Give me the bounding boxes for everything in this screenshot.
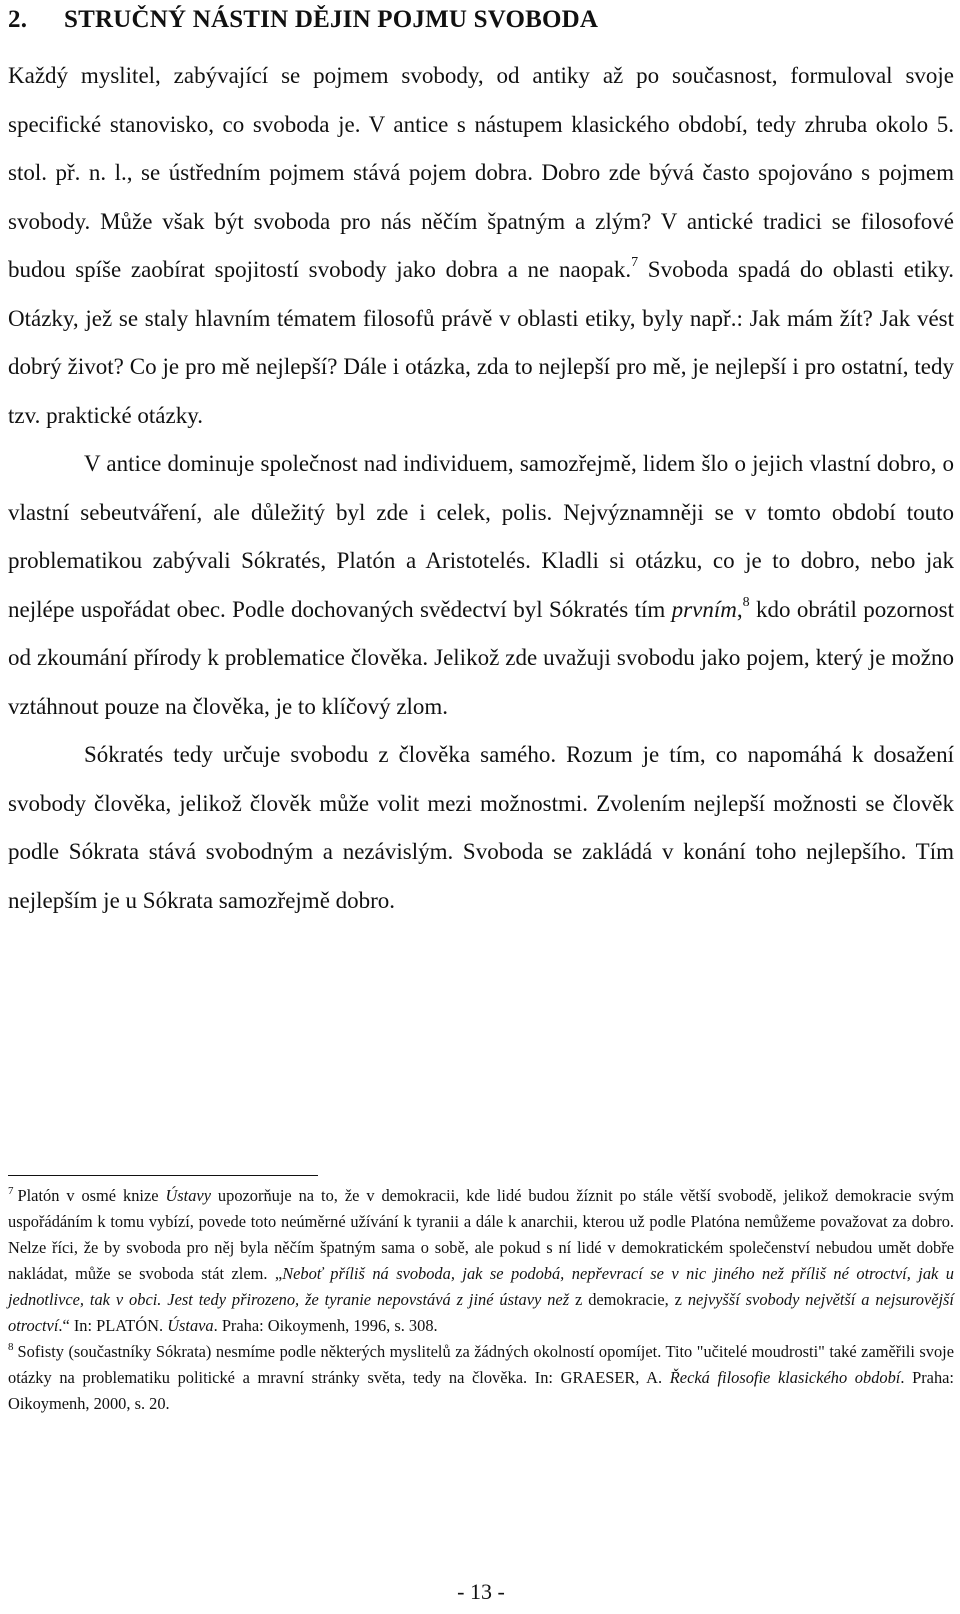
footnote-7-italic-1: Ústavy [165, 1186, 211, 1205]
paragraph-2-comma: , [736, 596, 743, 622]
footnote-7-text-2: upozorňuje na to, že v demokracii, kde lidé budou žíznit po stále větší svobodě, jelikož demokracie svým uspořádáním k tomu vybízí, povede toto neúměrné užívání k tyranii a dále k anarchii, kterou už podle Platóna nemůžeme považovat za dobro. Nelze říci, že by svoboda pro něj byla něčím špatným sama o sobě, ale pokud s ní lidé v demokratickém společenství nebudou umět dobře nakládat, může se svoboda stát zlem. „ [8, 1186, 954, 1283]
footnote-7-italic-4: Ústava [167, 1316, 214, 1335]
chapter-heading [8, 4, 598, 36]
paragraph-2-text-a: V antice dominuje společnost nad individuem, samozřejmě, lidem šlo o jejich vlastní dobro, o vlastní sebeutváření, ale důležitý byl zde i celek, polis. Nejvýznamněji se v tomto období touto problematikou zabývali Sókratés, Platón a Aristotelés. Kladli si otázku, co je to dobro, nebo jak nejlépe uspořádat obec. Podle dochovaných svědectví byl Sókratés tím [8, 451, 954, 622]
footnote-7-italic-3: nejvyšší svobody největší a nejsurovější otroctví [8, 1290, 954, 1335]
footnote-7-quote-italic: Neboť příliš ná svoboda, jak se podobá, nepřevrací se v nic jiného než příliš né otroctví, jak u jednotlivce, tak v obci. Jest tedy přirozeno, že tyranie nepovstává z jiné ústavy než [8, 1264, 954, 1309]
footnote-7-text-4: .“ In: PLATÓN. [58, 1316, 168, 1335]
footnote-8-number: 8 [8, 1341, 14, 1353]
footnote-8-text-1: Sofisty (součastníky Sókrata) nesmíme podle některých myslitelů za žádných okolností opomíjet. Tito "učitelé moudrosti" také zaměřili svoje otázky na problematiku politické a mravní stránky světa, tedy na člověka. In: GRAESER, A. [8, 1342, 954, 1387]
footnote-8 [8, 1339, 954, 1417]
footnote-8-text-2: . Praha: Oikoymenh, 2000, s. 20. [8, 1368, 954, 1413]
paragraph-2 [8, 440, 954, 731]
chapter-number: 2. [8, 6, 28, 33]
footnotes [8, 1183, 954, 1417]
footnote-7-text-3: z demokracie, z [569, 1290, 688, 1309]
document-page [8, 0, 954, 1614]
footnote-7-text-1: Platón v osmé knize [17, 1186, 166, 1205]
footnote-7-number: 7 [8, 1185, 14, 1197]
paragraph-3: Sókratés tedy určuje svobodu z člověka samého. Rozum je tím, co napomáhá k dosažení svobody člověka, jelikož člověk může volit mezi možnostmi. Zvolením nejlepší možnosti se člověk podle Sókrata stává svobodným a nezávislým. Svoboda se zakládá v konání toho nejlepšího. Tím nejlepším je u Sókrata samozřejmě dobro. [8, 742, 954, 913]
footnote-7-text-5: . Praha: Oikoymenh, 1996, s. 308. [213, 1316, 438, 1335]
paragraph-2-text-b: kdo obrátil pozornost od zkoumání přírody k problematice člověka. Jelikož zde uvažuji svobodu jako pojem, který je možno vztáhnout pouze na člověka, je to klíčový zlom. [8, 596, 954, 719]
paragraph-1-text-a: Každý myslitel, zabývající se pojmem svobody, od antiky až po současnost, formuloval svoje specifické stanovisko, co svoboda je. V antice s nástupem klasického období, tedy zhruba okolo 5. stol. př. n. l., se ústředním pojmem stává pojem dobra. Dobro zde bývá často spojováno s pojmem svobody. Může však být svoboda pro nás něčím špatným a zlým? V antické tradici se filosofové budou spíše zaobírat spojitostí svobody jako dobra a ne naopak. [8, 63, 954, 282]
paragraph-2-emphasis: prvním [671, 596, 737, 622]
paragraph-1-text-b: Svoboda spadá do oblasti etiky. Otázky, jež se staly hlavním tématem filosofů právě v oblasti etiky, byly např.: Jak mám žít? Jak vést dobrý život? Co je pro mě nejlepší? Dále i otázka, zda to nejlepší pro mě, je nejlepší i pro ostatní, tedy tzv. praktické otázky. [8, 257, 954, 428]
footnote-8-italic-1: Řecká filosofie klasického období [669, 1368, 901, 1387]
body-text [8, 52, 954, 925]
page-number: - 13 - [457, 1579, 505, 1604]
footnote-ref-7[interactable]: 7 [631, 255, 639, 270]
footnote-ref-8[interactable]: 8 [742, 594, 750, 610]
paragraph-1 [8, 52, 954, 440]
footnote-7 [8, 1183, 954, 1339]
footnote-separator [8, 1175, 318, 1176]
chapter-title: STRUČNÝ NÁSTIN DĚJIN POJMU SVOBODA [64, 6, 599, 33]
